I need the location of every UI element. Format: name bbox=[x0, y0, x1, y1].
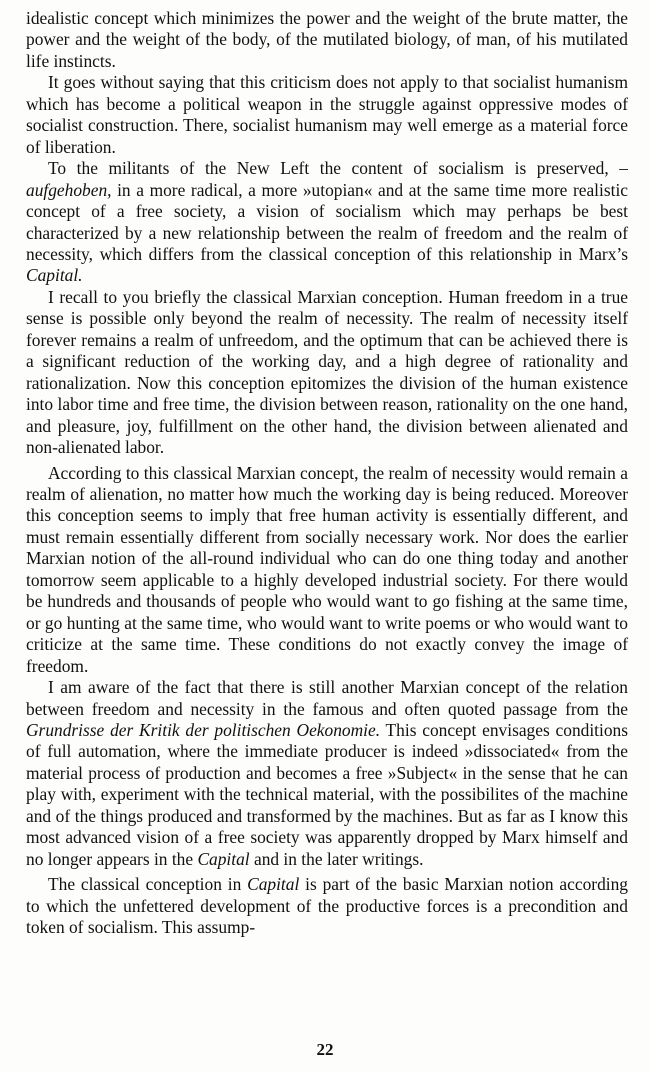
italic-text: Capital bbox=[197, 848, 250, 869]
paragraph-5 bbox=[26, 463, 628, 678]
text-run: I am aware of the fact that there is still another Marxian concept of the relation between freedom and necessity in the famous and often quoted passage from the bbox=[26, 677, 628, 719]
paragraph-6 bbox=[26, 677, 628, 870]
text-run: and in the later writings. bbox=[249, 848, 424, 869]
paragraph-1 bbox=[26, 8, 628, 72]
text-run: According to this classical Marxian concept, the realm of necessity would remain a realm of alienation, no matter how much the working day is being reduced. Moreover this conception seems to imply that free human activity is essentially different, and must remain essentially different from socially necessary work. Nor does the earlier Marxian notion of the all-round individual who can do one thing today and another tomorrow seem applicable to a highly developed industrial society. For there would be hundreds and thousands of people who would want to go fishing at the same time, or go hunting at the same time, who would want to write poems or who would want to criticize at the same time. These conditions do not exactly convey the image of freedom. bbox=[26, 462, 628, 676]
paragraph-3 bbox=[26, 158, 628, 287]
paragraph-4 bbox=[26, 287, 628, 459]
italic-text: Grundrisse der Kritik der politischen Oekonomie. bbox=[26, 719, 381, 740]
page-number: 22 bbox=[316, 1040, 334, 1059]
body-text bbox=[26, 8, 628, 938]
text-run: idealistic concept which minimizes the power and the weight of the brute matter, the power and the weight of the body, of the mutilated biology, of man, of his mutilated life instincts. bbox=[26, 8, 628, 71]
text-run: This concept envisages conditions of full automation, where the immediate producer is indeed »dissociated« from the material process of production and becomes a free »Subject« in the sense that he can play with, experiment with the technical material, with the possibilites of the machine and of the things produced and transformed by the machines. But as far as I know this most advanced vision of a free society was apparently dropped by Marx himself and no longer appears in the bbox=[26, 719, 628, 869]
text-run: To the militants of the New Left the content of socialism is preserved, – bbox=[48, 158, 628, 179]
text-run: It goes without saying that this criticism does not apply to that socialist humanism which has become a political weapon in the struggle against oppressive modes of socialist construction. There, socialist humanism may well emerge as a material force of liberation. bbox=[26, 72, 628, 157]
text-run: in a more radical, a more »utopian« and at the same time more realistic concept of a free society, a vision of socialism which may perhaps be best characterized by a new relationship between the realm of freedom and the realm of necessity, which differs from the classical conception of this relationship in Marx’s bbox=[26, 179, 628, 264]
text-run: is part of the basic Marxian notion according to which the unfettered development of the productive forces is a precondition and token of socialism. This assump- bbox=[26, 874, 628, 938]
italic-text: Capital bbox=[247, 874, 300, 895]
paragraph-2 bbox=[26, 72, 628, 158]
italic-text: aufgehoben, bbox=[26, 179, 112, 200]
text-run: The classical conception in bbox=[48, 874, 248, 895]
paragraph-7 bbox=[26, 874, 628, 938]
italic-text: Capital. bbox=[26, 265, 83, 286]
text-run: I recall to you briefly the classical Marxian conception. Human freedom in a true sense is possible only beyond the realm of necessity. The realm of necessity itself forever remains a realm of unfreedom, and the optimum that can be achieved there is a significant reduction of the working day, and a high degree of rationality and rationalization. Now this conception epitomizes the division of the human existence into labor time and free time, the division between reason, rationality on the one hand, and pleasure, joy, fulfillment on the other hand, the division between alienated and non-alienated labor. bbox=[26, 286, 628, 458]
